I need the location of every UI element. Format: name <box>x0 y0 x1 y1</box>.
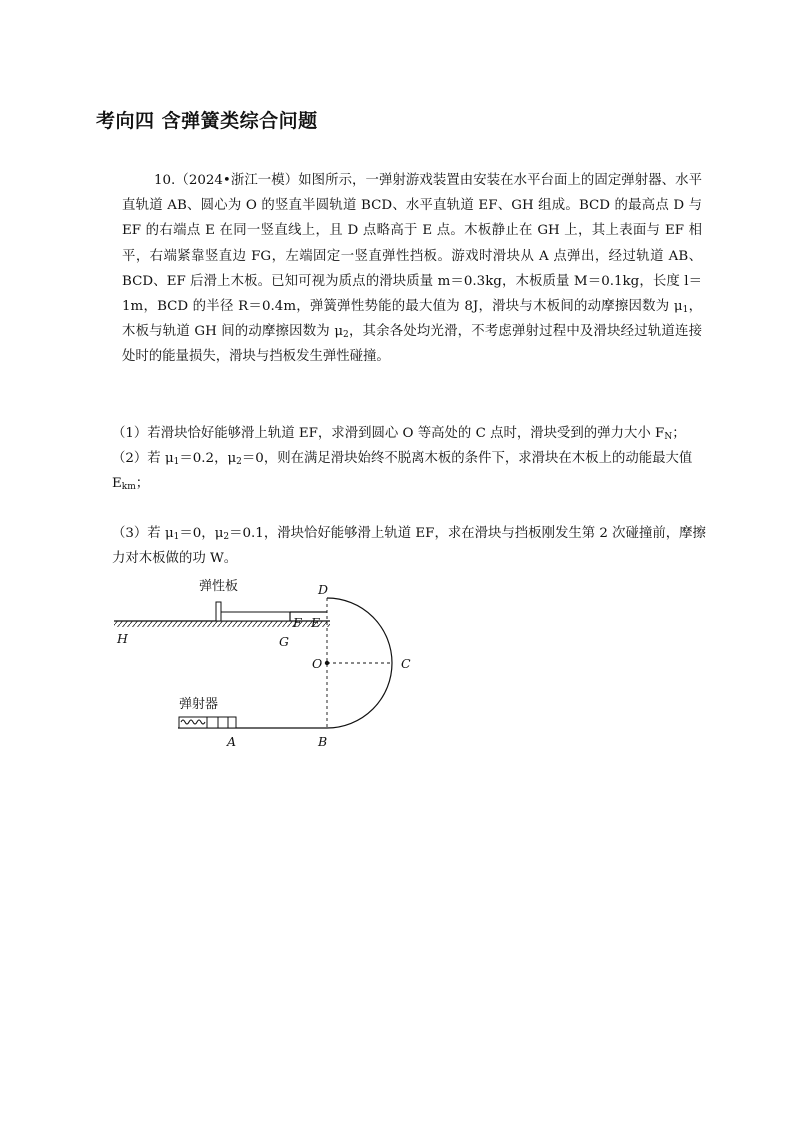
q3-text-a: （3）若 μ <box>112 526 174 541</box>
q1-text: （1）若滑块恰好能够滑上轨道 EF，求滑到圆心 O 等高处的 C 点时，滑块受到的弹力大小 F <box>112 426 665 441</box>
problem-number: 10. <box>154 173 176 188</box>
label-d: D <box>318 582 329 597</box>
q2-sub-3: km <box>121 482 136 493</box>
q2-text-c: ＝0，则在满足滑块始终不脱离木板的条件下，求滑块在木板上的动能最大值 E <box>112 451 693 492</box>
q3-sub-1: 1 <box>173 532 180 542</box>
label-c: C <box>401 656 411 671</box>
wooden-board <box>221 612 290 621</box>
label-a: A <box>227 734 237 749</box>
label-elastic-board: 弹性板 <box>199 579 239 594</box>
label-b: B <box>318 734 328 749</box>
mu2-subscript: 2 <box>343 330 349 341</box>
q2-sub-1: 1 <box>173 457 180 467</box>
label-g: G <box>279 634 289 649</box>
section-heading: 考向四 含弹簧类综合问题 <box>96 110 318 132</box>
label-h: H <box>117 631 128 646</box>
q3-text-b: ＝0，μ <box>179 526 224 541</box>
label-f: F <box>293 615 302 630</box>
q2-text-a: （2）若 μ <box>112 451 174 466</box>
problem-body-2: ，木板与轨道 GH 间的动摩擦因数为 μ <box>122 299 702 340</box>
mu1-subscript: 1 <box>682 305 689 316</box>
label-launcher: 弹射器 <box>179 697 219 712</box>
problem-source: （2024•浙江一模） <box>175 173 299 188</box>
q3-text-c: ＝0.1，滑块恰好能够滑上轨道 EF，求在滑块与挡板刚发生第 2 次碰撞前，摩擦力对木板做的功 W。 <box>112 526 706 567</box>
label-e: E <box>311 615 321 630</box>
problem-body-3: ，其余各处均光滑，不考虑弹射过程中及滑块经过轨道连接处时的能量损失，滑块与挡板发生弹性碰撞。 <box>122 324 702 365</box>
q2-text-b: ＝0.2，μ <box>179 451 237 466</box>
q2-end: ； <box>135 476 150 492</box>
q1-end: ； <box>672 426 686 441</box>
q2-sub-2: 2 <box>236 457 242 467</box>
elastic-baffle <box>216 602 221 621</box>
center-point-o <box>325 661 329 665</box>
q3-sub-2: 2 <box>223 532 230 542</box>
slider-block <box>218 717 228 728</box>
label-o: O <box>312 656 323 671</box>
q1-subscript: N <box>664 432 673 442</box>
problem-body-1: 如图所示，一弹射游戏装置由安装在水平台面上的固定弹射器、水平直轨道 AB、圆心为 O 的竖直半圆轨道 BCD、水平直轨道 EF、GH 组成。BCD 的最高点 D 与 EF 的右端点 E 在同一竖直线上，且 D 点略高于 E 点。木板静止在 GH 上，其上表面与 EF 相平，右端紧靠竖直边 FG，左端固定一竖直弹性挡板。游戏时滑块从 A 点弹出，经过轨道 AB、BCD、EF 后滑上木板。已知可视为质点的滑块质量 m＝0.3kg，木板质量 M＝0.1kg，长度 l＝1m，BCD 的半径 R＝0.4m，弹簧弹性势能的最大值为 8J，滑块与木板间的动摩擦因数为 μ <box>122 173 703 315</box>
